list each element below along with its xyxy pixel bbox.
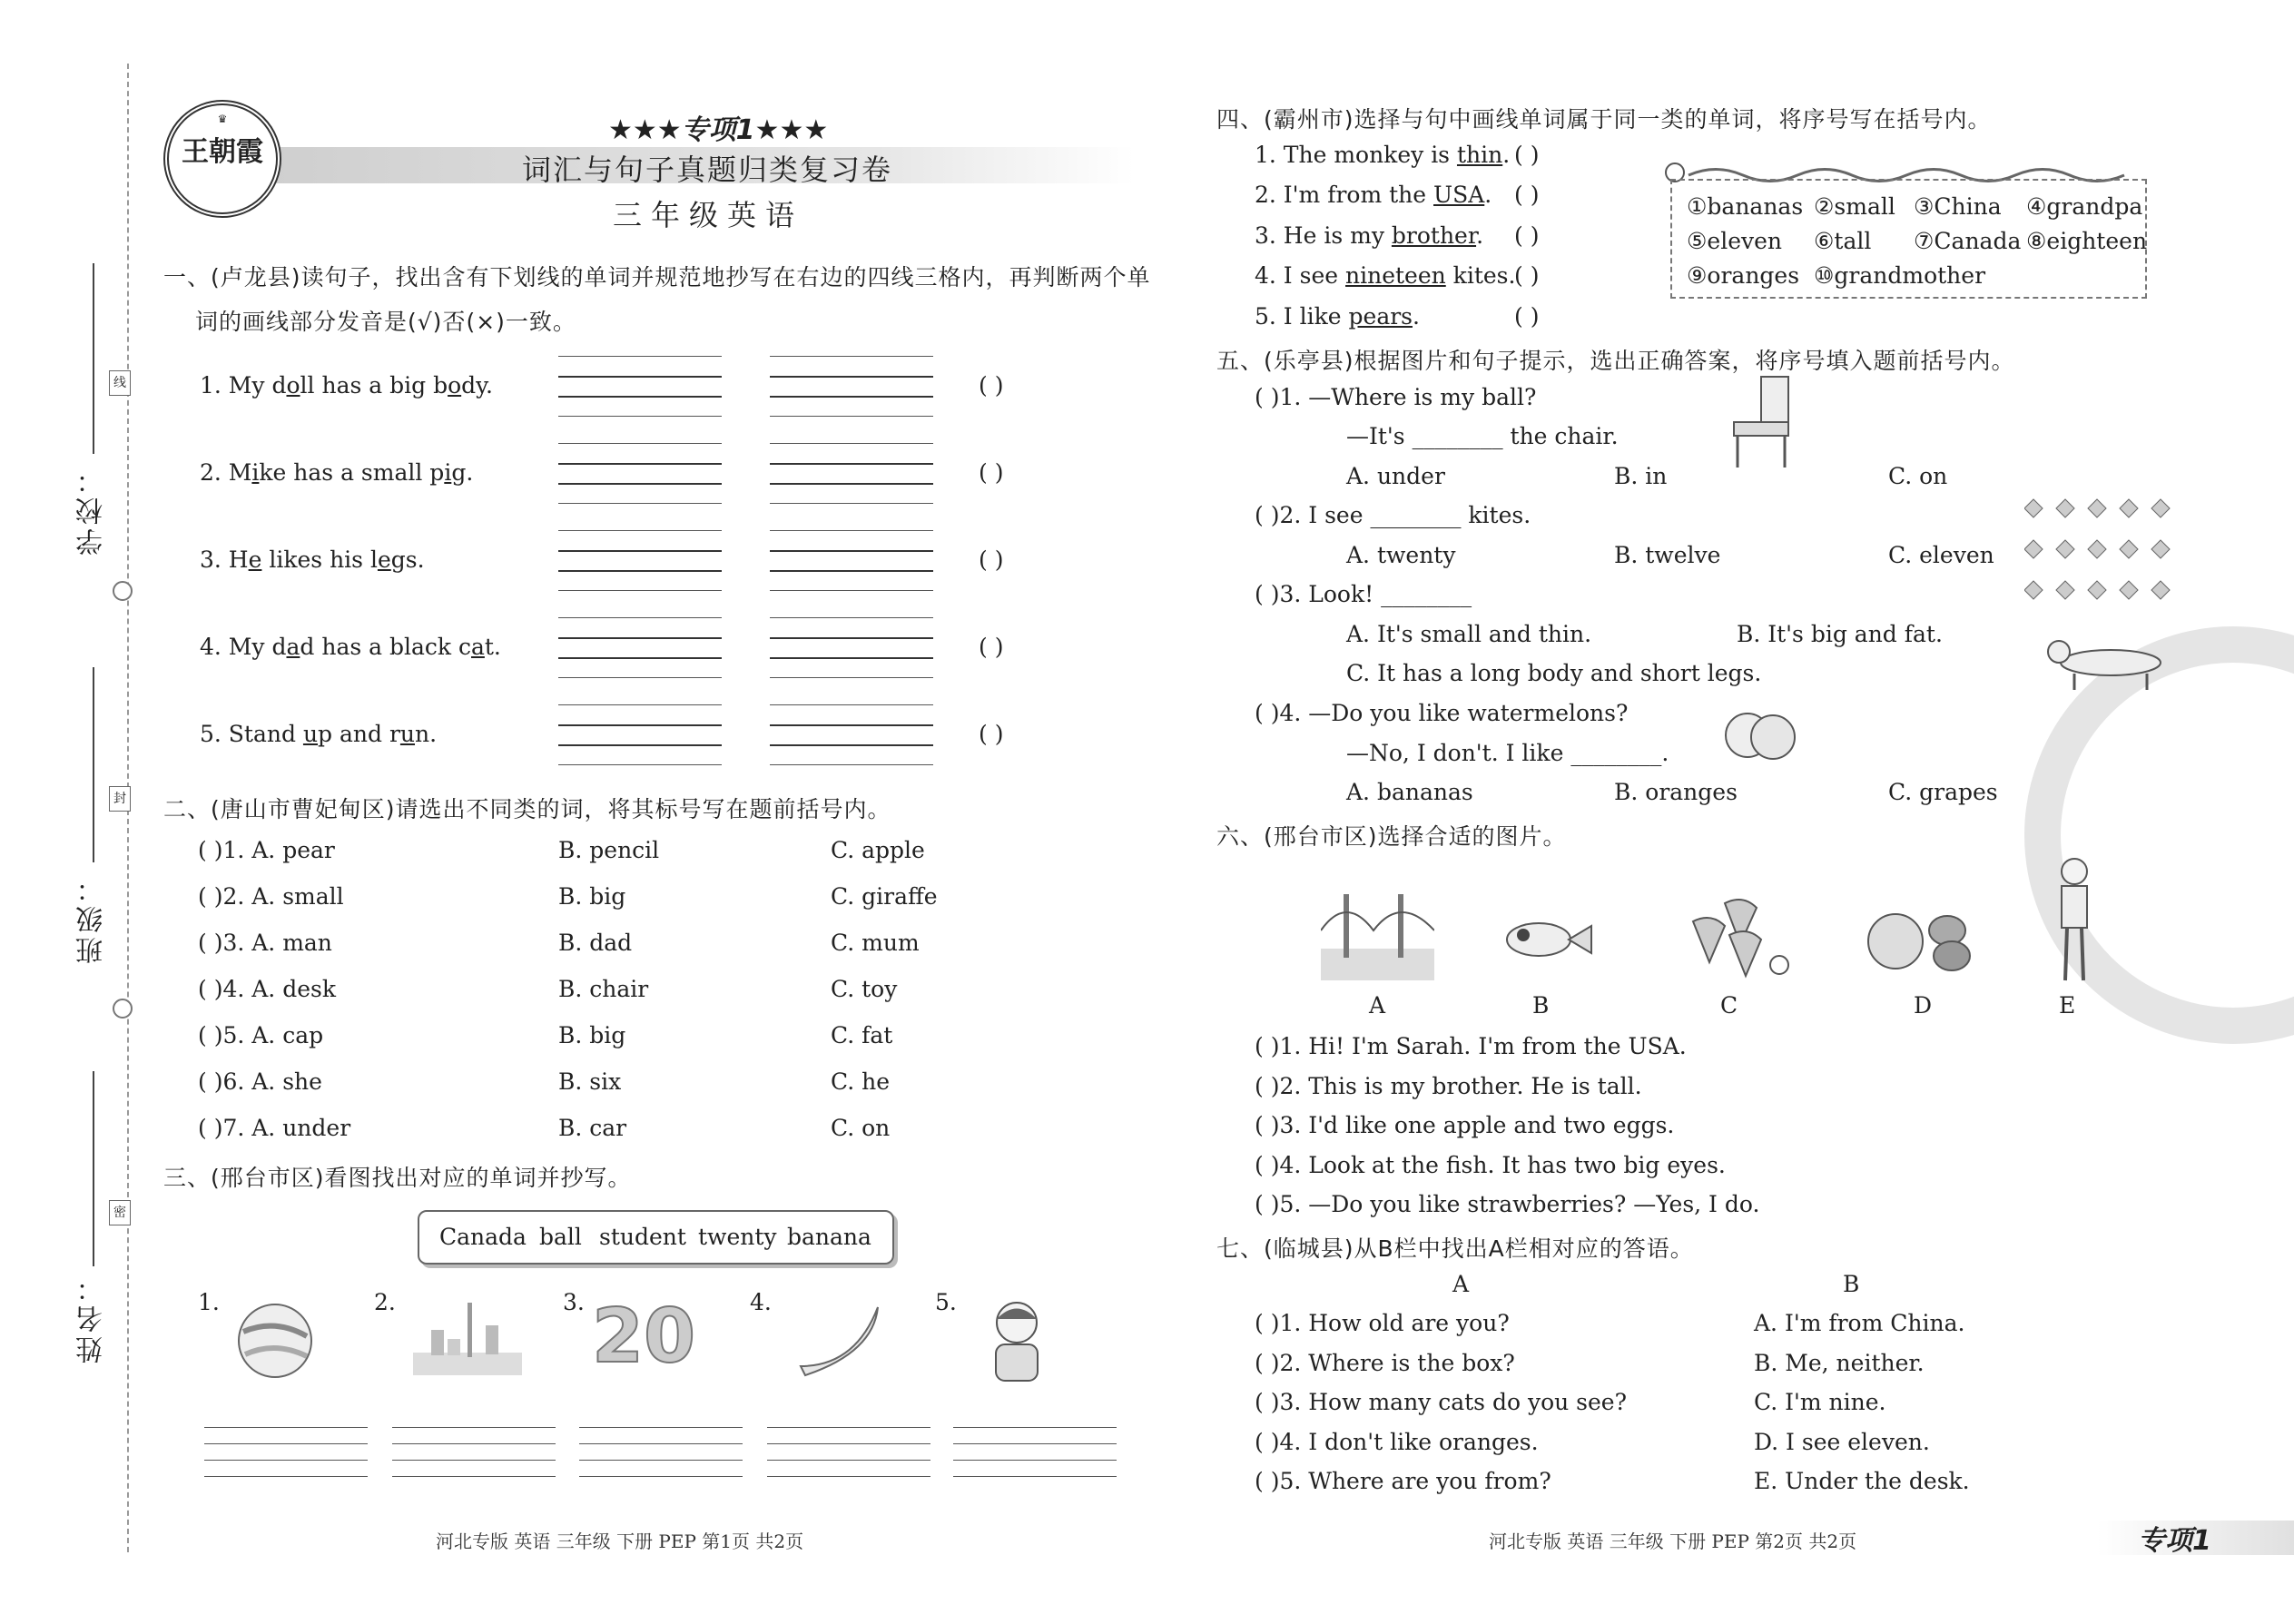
writing-grid[interactable] [770, 356, 933, 416]
part7-answer-c: C. I'm nine. [1754, 1389, 1886, 1415]
part2-option-b: B. dad [558, 930, 633, 956]
part2-question-5: ( )5. A. cap [198, 1022, 324, 1048]
page-title: 词汇与句子真题归类复习卷 [522, 153, 893, 187]
part7-question-2: ( )2. Where is the box? [1255, 1350, 1515, 1376]
pic-number: 5. [935, 1289, 957, 1315]
part4-sentence-4: 4. I see nineteen kites. [1255, 262, 1516, 289]
twenty-picture: 20 [592, 1294, 696, 1380]
part6-question-5: ( )5. —Do you like strawberries? —Yes, I do. [1255, 1191, 1760, 1217]
part5-question-1-line2: —It's ________ the chair. [1346, 423, 1619, 449]
answer-lines[interactable] [204, 1427, 368, 1491]
pic-number: 4. [750, 1289, 772, 1315]
brand-logo: ♛ 王朝霞 [163, 100, 281, 218]
option-8: ⑧eighteen [2026, 228, 2148, 254]
part7-question-3: ( )3. How many cats do you see? [1255, 1389, 1628, 1415]
part2-question-2: ( )2. A. small [198, 883, 344, 910]
canada-city-picture [413, 1298, 522, 1380]
part5-q2-option-c: C. eleven [1888, 542, 1994, 568]
pic-number: 1. [198, 1289, 220, 1315]
name-line [93, 1071, 94, 1266]
answer-lines[interactable] [579, 1427, 743, 1491]
school-line [93, 263, 94, 454]
part2-option-b: B. six [558, 1068, 622, 1095]
binding-box-mi: 密 [109, 1200, 131, 1225]
answer-paren[interactable]: ( ) [1514, 262, 1540, 289]
picture-label-e: E [2059, 992, 2076, 1019]
answer-lines[interactable] [392, 1427, 556, 1491]
class-line [93, 667, 94, 862]
part6-question-2: ( )2. This is my brother. He is tall. [1255, 1073, 1642, 1099]
part5-question-4: ( )4. —Do you like watermelons? [1255, 700, 1629, 726]
part2-option-b: B. big [558, 1022, 626, 1048]
part5-q1-option-b: B. in [1614, 463, 1668, 489]
option-10: ⑩grandmother [1814, 262, 1986, 289]
part2-option-b: B. car [558, 1115, 627, 1141]
page-subtitle: 三年级英语 [613, 198, 804, 232]
answer-paren[interactable]: ( ) [979, 372, 1004, 399]
golden-gate-picture [1321, 885, 1434, 980]
writing-grid[interactable] [558, 443, 722, 503]
option-5: ⑤eleven [1687, 228, 1783, 254]
binding-hole-icon [113, 999, 133, 1019]
part5-q4-option-a: A. bananas [1346, 779, 1473, 805]
part5-q4-option-b: B. oranges [1614, 779, 1738, 805]
picture-label-d: D [1914, 992, 1933, 1019]
option-9: ⑨oranges [1687, 262, 1800, 289]
part5-q3-option-b: B. It's big and fat. [1737, 621, 1943, 647]
part5-q3-option-a: A. It's small and thin. [1346, 621, 1592, 647]
option-4: ④grandpa [2026, 193, 2143, 220]
part5-question-3: ( )3. Look! ________ [1255, 581, 1472, 607]
part6-question-4: ( )4. Look at the fish. It has two big eyes. [1255, 1152, 1726, 1178]
writing-grid[interactable] [558, 704, 722, 764]
part2-option-c: C. giraffe [831, 883, 938, 910]
word-bank [418, 1210, 894, 1265]
part2-option-b: B. big [558, 883, 626, 910]
part2-question-3: ( )3. A. man [198, 930, 332, 956]
column-b-header: B [1843, 1271, 1860, 1297]
part3-title: 三、(邢台市区)看图找出对应的单词并抄写。 [163, 1165, 632, 1191]
part2-option-c: C. fat [831, 1022, 893, 1048]
part7-answer-b: B. Me, neither. [1754, 1350, 1925, 1376]
part2-option-c: C. toy [831, 976, 898, 1002]
word-student: student [599, 1224, 686, 1250]
binding-box-xian: 线 [109, 370, 131, 396]
part7-title: 七、(临城县)从B栏中找出A栏相对应的答语。 [1216, 1235, 1694, 1262]
part5-q4-option-c: C. grapes [1888, 779, 1998, 805]
part5-question-4-line2: —No, I don't. I like ________. [1346, 740, 1669, 766]
part4-sentence-1: 1. The monkey is thin. [1255, 142, 1511, 168]
part7-answer-e: E. Under the desk. [1754, 1468, 1970, 1494]
chair-picture [1725, 372, 1797, 472]
word-banana: banana [787, 1224, 871, 1250]
word-ball: ball [539, 1224, 582, 1250]
binding-box-feng: 封 [109, 786, 131, 812]
part6-question-1: ( )1. Hi! I'm Sarah. I'm from the USA. [1255, 1033, 1687, 1059]
dachshund-picture [2043, 626, 2179, 699]
option-6: ⑥tall [1814, 228, 1872, 254]
part7-question-5: ( )5. Where are you from? [1255, 1468, 1551, 1494]
part5-question-1: ( )1. —Where is my ball? [1255, 384, 1537, 410]
pic-number: 3. [563, 1289, 585, 1315]
part1-sentence-3: 3. He likes his legs. [200, 546, 425, 573]
class-label: 班级： [76, 871, 108, 964]
part1-title: 一、(卢龙县)读句子，找出含有下划线的单词并规范地抄写在右边的四线三格内，再判断两个单 [163, 264, 1151, 290]
part4-sentence-2: 2. I'm from the USA. [1255, 182, 1492, 208]
oranges-picture [1720, 699, 1802, 763]
column-a-header: A [1452, 1271, 1470, 1297]
part6-title: 六、(邢台市区)选择合适的图片。 [1216, 823, 1567, 850]
writing-grid[interactable] [770, 530, 933, 590]
strawberries-picture [1675, 885, 1797, 980]
answer-paren[interactable]: ( ) [1514, 182, 1540, 208]
part5-q3-option-c: C. It has a long body and short legs. [1346, 660, 1762, 686]
part1-sentence-5: 5. Stand up and run. [200, 721, 438, 747]
special-tag: ★★★专项1★★★ [608, 114, 829, 146]
school-label: 学校： [76, 463, 108, 556]
pic-number: 2. [374, 1289, 396, 1315]
part1-sentence-1: 1. My doll has a big body. [200, 372, 493, 399]
answer-paren[interactable]: ( ) [979, 634, 1004, 660]
part4-sentence-3: 3. He is my brother. [1255, 222, 1484, 249]
part7-answer-a: A. I'm from China. [1754, 1310, 1965, 1336]
part5-q2-option-b: B. twelve [1614, 542, 1721, 568]
footer-tag: 专项1 [2138, 1525, 2211, 1557]
goldfish-picture [1498, 912, 1598, 967]
part5-q1-option-c: C. on [1888, 463, 1948, 489]
writing-grid[interactable] [558, 530, 722, 590]
footer-right: 河北专版 英语 三年级 下册 PEP 第2页 共2页 [1489, 1530, 1857, 1552]
writing-grid[interactable] [558, 356, 722, 416]
part7-answer-d: D. I see eleven. [1754, 1429, 1930, 1455]
part2-option-c: C. apple [831, 837, 925, 863]
writing-grid[interactable] [770, 704, 933, 764]
answer-lines[interactable] [953, 1427, 1117, 1491]
part2-option-c: C. mum [831, 930, 920, 956]
part2-option-c: C. he [831, 1068, 891, 1095]
option-2: ②small [1814, 193, 1895, 220]
picture-label-a: A [1369, 992, 1386, 1019]
part1-sentence-2: 2. Mike has a small pig. [200, 459, 474, 486]
answer-paren[interactable]: ( ) [1514, 303, 1540, 330]
part4-sentence-5: 5. I like pears. [1255, 303, 1420, 330]
binding-hole-icon [113, 581, 133, 601]
part1-sentence-4: 4. My dad has a black cat. [200, 634, 501, 660]
option-3: ③China [1914, 193, 2002, 220]
part2-question-6: ( )6. A. she [198, 1068, 322, 1095]
answer-paren[interactable]: ( ) [1514, 222, 1540, 249]
writing-grid[interactable] [770, 443, 933, 503]
part1-title-cont: 词的画线部分发音是(√)否(×)一致。 [195, 309, 576, 335]
part2-question-7: ( )7. A. under [198, 1115, 351, 1141]
part7-question-1: ( )1. How old are you? [1255, 1310, 1510, 1336]
option-word-box [1670, 179, 2147, 299]
part2-title: 二、(唐山市曹妃甸区)请选出不同类的词，将其标号写在题前括号内。 [163, 796, 891, 822]
part5-q1-option-a: A. under [1346, 463, 1445, 489]
footer-left: 河北专版 英语 三年级 下册 PEP 第1页 共2页 [436, 1530, 804, 1552]
part7-question-4: ( )4. I don't like oranges. [1255, 1429, 1539, 1455]
writing-grid[interactable] [558, 617, 722, 677]
ball-picture [234, 1300, 316, 1382]
part5-title: 五、(乐亭县)根据图片和句子提示，选出正确答案，将序号填入题前括号内。 [1216, 348, 2015, 374]
logo-text: 王朝霞 [182, 136, 263, 168]
option-7: ⑦Canada [1914, 228, 2022, 254]
boy-picture [2047, 853, 2102, 985]
student-picture [976, 1294, 1058, 1384]
part4-title: 四、(霸州市)选择与句中画线单词属于同一类的单词，将序号写在括号内。 [1216, 106, 1992, 133]
answer-paren[interactable]: ( ) [979, 459, 1004, 486]
part2-option-b: B. pencil [558, 837, 660, 863]
banana-picture [792, 1298, 891, 1380]
answer-paren[interactable]: ( ) [1514, 142, 1540, 168]
apple-eggs-picture [1861, 903, 1984, 976]
part6-question-3: ( )3. I'd like one apple and two eggs. [1255, 1112, 1675, 1138]
part2-option-c: C. on [831, 1115, 891, 1141]
writing-grid[interactable] [770, 617, 933, 677]
word-twenty: twenty [698, 1224, 777, 1250]
picture-label-b: B [1532, 992, 1550, 1019]
part2-question-1: ( )1. A. pear [198, 837, 335, 863]
answer-lines[interactable] [767, 1427, 930, 1491]
word-canada: Canada [439, 1224, 527, 1250]
kites-picture [2024, 490, 2188, 608]
answer-paren[interactable]: ( ) [979, 721, 1004, 747]
picture-label-c: C [1720, 992, 1738, 1019]
name-label: 姓名： [76, 1271, 108, 1363]
part5-q2-option-a: A. twenty [1346, 542, 1456, 568]
part5-question-2: ( )2. I see ________ kites. [1255, 502, 1531, 528]
part2-question-4: ( )4. A. desk [198, 976, 336, 1002]
answer-paren[interactable]: ( ) [979, 546, 1004, 573]
option-1: ①bananas [1687, 193, 1804, 220]
part2-option-b: B. chair [558, 976, 649, 1002]
